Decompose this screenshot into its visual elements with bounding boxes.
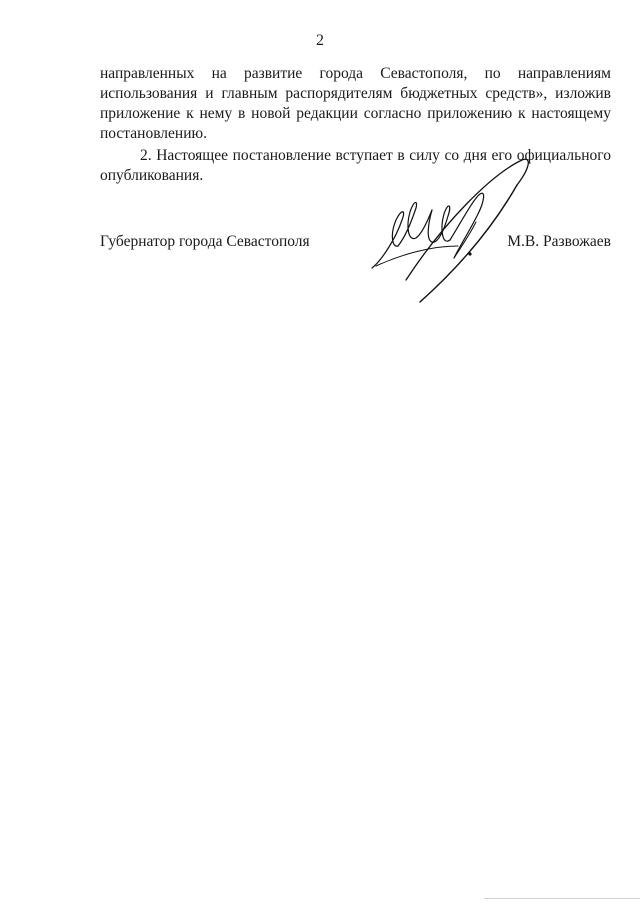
paragraph-effective-date: 2. Настоящее постановление вступает в силу со дня его официального опубликования. — [100, 147, 611, 184]
paragraph-continuation: направленных на развитие города Севастополя, по направлениям использования и главным распорядителям бюджетных средств», изложив приложение к нему в новой редакции согласно приложению к настоящему постановлению. — [100, 65, 611, 142]
signer-name: М.В. Развожаев — [507, 233, 611, 250]
signer-position: Губернатор города Севастополя — [100, 233, 310, 250]
handwritten-signature — [362, 150, 538, 310]
page-number: 2 — [316, 32, 324, 49]
footer-rule — [484, 898, 640, 899]
